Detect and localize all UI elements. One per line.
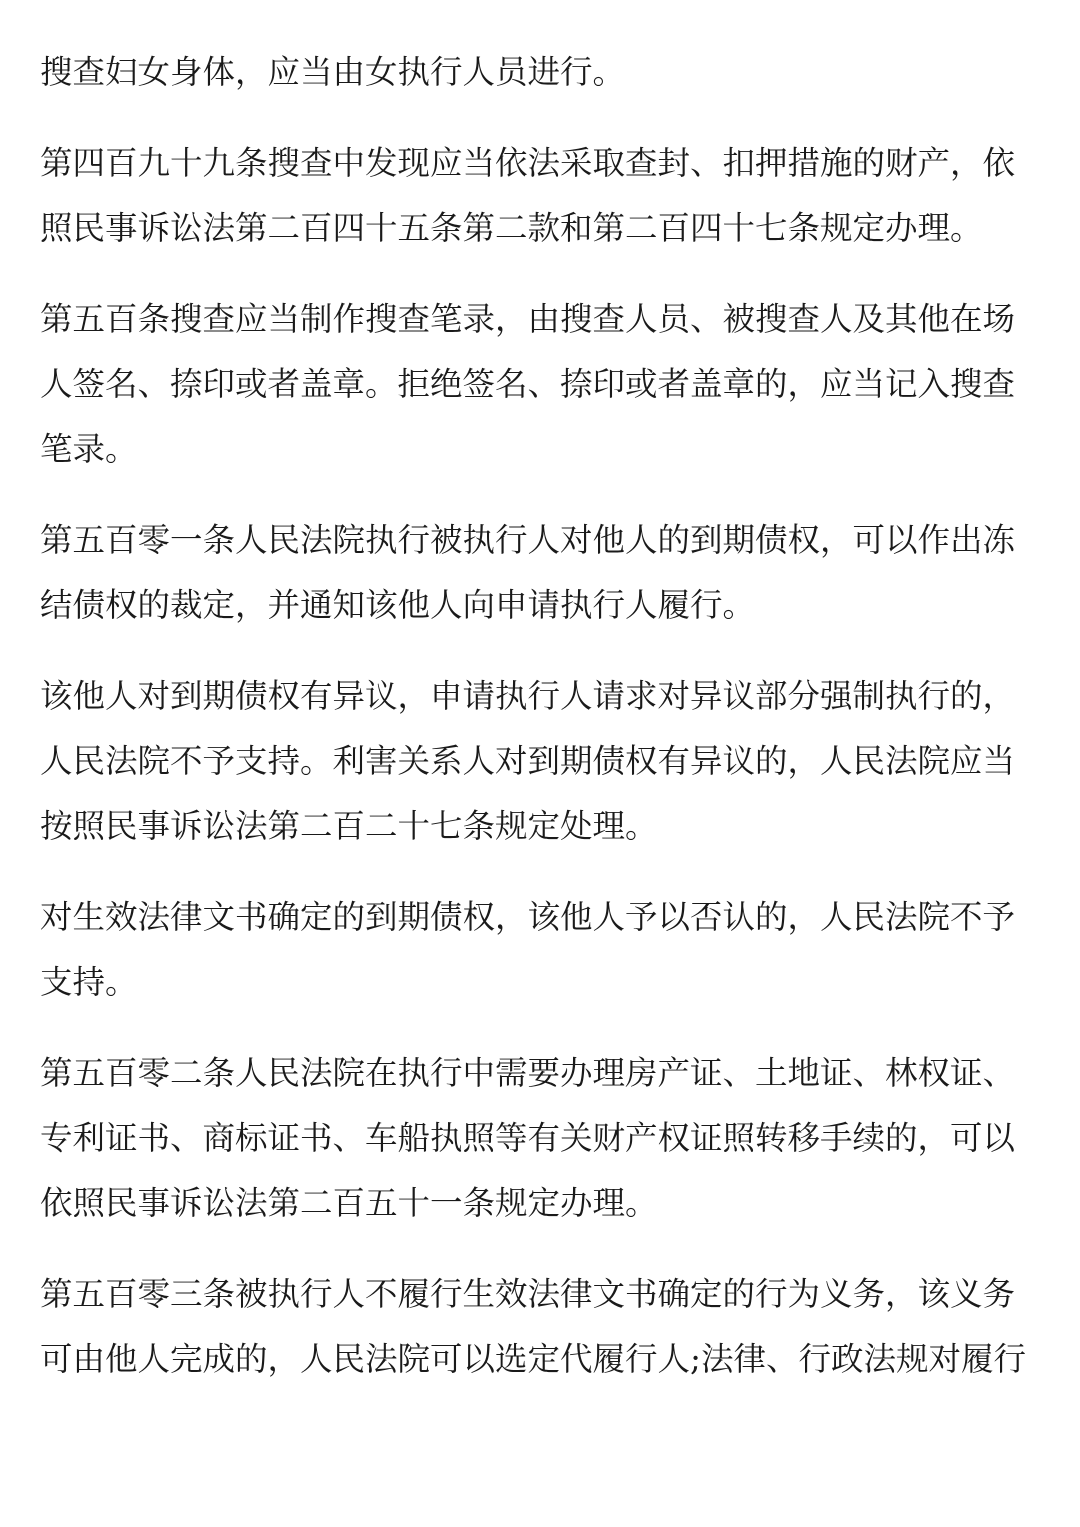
text-line: 支持。 — [40, 963, 138, 1001]
text-line: 第五百零一条人民法院执行被执行人对他人的到期债权，可以作出冻 — [40, 521, 1016, 559]
text-line: 第五百条搜查应当制作搜查笔录，由搜查人员、被搜查人及其他在场 — [40, 300, 1016, 338]
text-line: 第五百零三条被执行人不履行生效法律文书确定的行为义务，该义务 — [40, 1275, 1016, 1313]
text-line: 可由他人完成的，人民法院可以选定代履行人;法律、行政法规对履行 — [40, 1340, 1026, 1378]
text-line: 结债权的裁定，并通知该他人向申请执行人履行。 — [40, 586, 756, 624]
text-line: 笔录。 — [40, 430, 138, 468]
text-line: 人签名、捺印或者盖章。拒绝签名、捺印或者盖章的，应当记入搜查 — [40, 365, 1016, 403]
text-line: 第五百零二条人民法院在执行中需要办理房产证、土地证、林权证、 — [40, 1054, 1016, 1092]
text-line: 对生效法律文书确定的到期债权，该他人予以否认的，人民法院不予 — [40, 898, 1016, 936]
text-line: 专利证书、商标证书、车船执照等有关财产权证照转移手续的，可以 — [40, 1119, 1016, 1157]
text-line: 该他人对到期债权有异议，申请执行人请求对异议部分强制执行的， — [40, 677, 1016, 715]
text-line: 第四百九十九条搜查中发现应当依法采取查封、扣押措施的财产，依 — [40, 144, 1016, 182]
text-line: 人民法院不予支持。利害关系人对到期债权有异议的，人民法院应当 — [40, 742, 1016, 780]
text-line: 搜查妇女身体，应当由女执行人员进行。 — [40, 53, 626, 91]
text-line: 依照民事诉讼法第二百五十一条规定办理。 — [40, 1184, 658, 1222]
text-line: 按照民事诉讼法第二百二十七条规定处理。 — [40, 807, 658, 845]
text-line: 照民事诉讼法第二百四十五条第二款和第二百四十七条规定办理。 — [40, 209, 983, 247]
